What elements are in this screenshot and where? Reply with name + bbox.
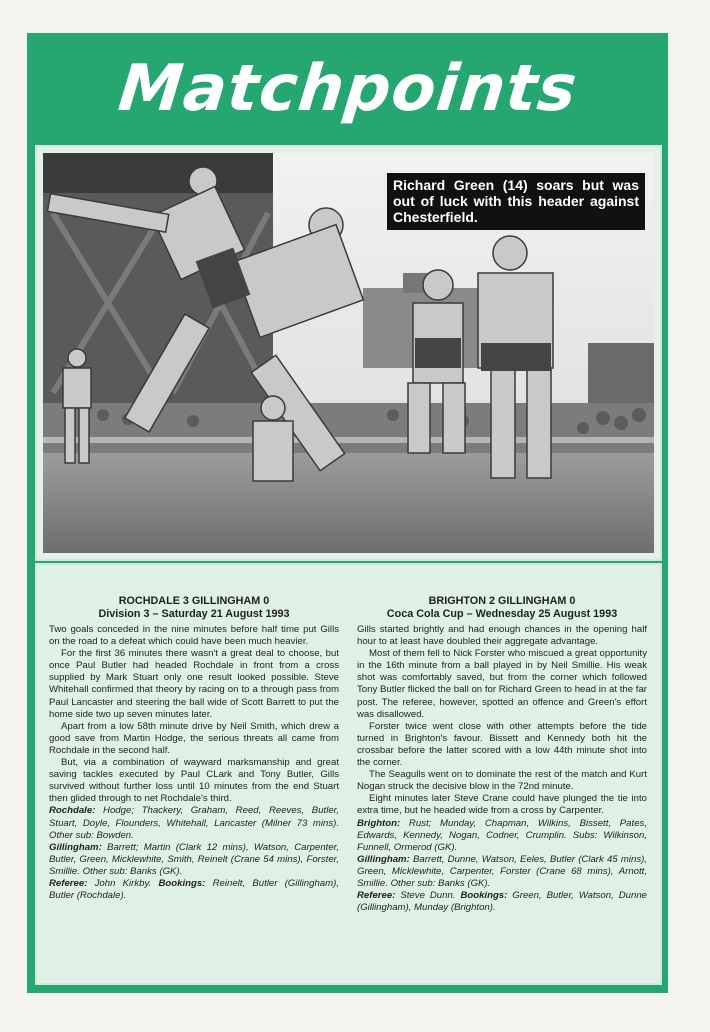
team-players: Hodge; Thackery, Graham, Reed, Reeves, Butler, Stuart, Doyle, Flounders, Whitehall, Lancaster (Milner 73 mins). Other sub: Bowden. xyxy=(49,805,339,841)
report-paragraph: The Seagulls went on to dominate the rest of the match and Kurt Nogan struck the decisive blow in the 72nd minute. xyxy=(357,769,647,793)
referee-label: Referee: xyxy=(357,890,396,902)
bookings-label: Bookings: xyxy=(460,890,508,902)
team-label: Rochdale: xyxy=(49,805,96,817)
page-title: Matchpoints xyxy=(114,52,581,126)
photo-caption: Richard Green (14) soars but was out of luck with this header against Chesterfield. xyxy=(387,173,645,230)
team-lineup-brighton xyxy=(357,818,647,854)
bookings-list: Reinelt, Butler (Gillingham), Butler (Rochdale). xyxy=(49,877,339,902)
match-date-subheading: Division 3 – Saturday 21 August 1993 xyxy=(98,607,290,620)
report-paragraph: Eight minutes later Steve Crane could have plunged the tie into extra time, but he headed wide from a cross by Carpenter. xyxy=(357,793,647,817)
report-paragraph: But, via a combination of wayward marksmanship and great saving tackles executed by Paul CLark and Tony Butler, Gills survived without further loss until 10 minutes from the end Stuart then glided through to net Rochdale's third. xyxy=(49,757,339,805)
report-paragraph: Forster twice went close with other attempts before the tide turned in Brighton's favour. Bissett and Kennedy both hit the crossbar before the latter scored with a low 44th minute shot into the corner. xyxy=(357,720,647,769)
team-lineup-gillingham xyxy=(49,842,339,878)
bookings-label: Bookings: xyxy=(158,877,206,889)
match-officials xyxy=(49,878,339,902)
referee-name: John Kirkby. xyxy=(87,877,152,889)
masthead xyxy=(27,33,668,145)
team-players: Barrett; Martin (Clark 12 mins), Watson, Carpenter, Butler, Green, Micklewhite, Smith, Reinelt (Crane 54 mins), Forster, Smillie. Other sub: Banks (GK). xyxy=(49,841,339,877)
team-lineup-rochdale xyxy=(49,805,339,841)
bookings-list: Green, Butler, Watson, Dunne (Gillingham), Munday (Brighton). xyxy=(357,890,647,914)
match-reports-panel xyxy=(35,563,662,985)
match-officials xyxy=(357,890,647,914)
team-label: Brighton: xyxy=(357,817,401,829)
match-score-heading: ROCHDALE 3 GILLINGHAM 0 xyxy=(118,595,270,607)
report-paragraph: Apart from a low 58th minute drive by Neil Smith, which drew a good save from Martin Hodge, the serious threats all came from Rochdale in the second half. xyxy=(49,720,339,756)
match-photo xyxy=(43,153,654,553)
match-report-brighton xyxy=(357,595,647,914)
match-score-heading: BRIGHTON 2 GILLINGHAM 0 xyxy=(428,595,576,607)
team-label: Gillingham: xyxy=(357,853,410,865)
report-paragraph: For the first 36 minutes there wasn't a great deal to choose, but once Paul Butler had headed Rochdale in front from a cross supplied by Mark Stuart only one result looked possible. Steve Whitehall confirmed that theory by racing on to a through pass from Paul Lancaster and steering the ball wide of Scott Barrett to put the home side two up seven minutes later. xyxy=(49,648,339,720)
report-paragraph: Most of them fell to Nick Forster who miscued a great opportunity in the 16th minute from a ball played in by Neil Smillie. His weak shot was comfortably saved, but from the corner which followed Tony Butler flicked the ball on for Richard Green to head in at the far post. The referee, however, spotted an offence and Green's effort was disallowed. xyxy=(357,648,647,720)
team-players: Rust; Munday, Chapman, Wilkins, Bissett, Pates, Edwards, Kennedy, Nogan, Codner, Crumplin. Subs: Wilkinson, Funnell, Ormerod (GK). xyxy=(357,817,647,853)
match-date-subheading: Coca Cola Cup – Wednesday 25 August 1993 xyxy=(386,607,618,620)
photo-frame xyxy=(35,145,662,561)
report-paragraph: Gills started brightly and had enough chances in the opening half hour to at least have doubled their aggregate advantage. xyxy=(357,624,647,648)
team-players: Barrett, Dunne, Watson, Eeles, Butler (Clark 45 mins), Green, Micklewhite, Carpenter, Forster (Crane 68 mins), Arnott, Smillie. Other sub: Banks (GK). xyxy=(357,853,647,889)
referee-label: Referee: xyxy=(49,877,88,889)
magazine-page xyxy=(27,33,668,993)
team-lineup-gillingham xyxy=(357,854,647,890)
team-label: Gillingham: xyxy=(49,841,102,853)
report-paragraph: Two goals conceded in the nine minutes before half time put Gills on the road to a defeat which could have been much heavier. xyxy=(49,624,339,648)
referee-name: Steve Dunn. xyxy=(395,890,456,902)
match-report-rochdale xyxy=(49,595,339,902)
